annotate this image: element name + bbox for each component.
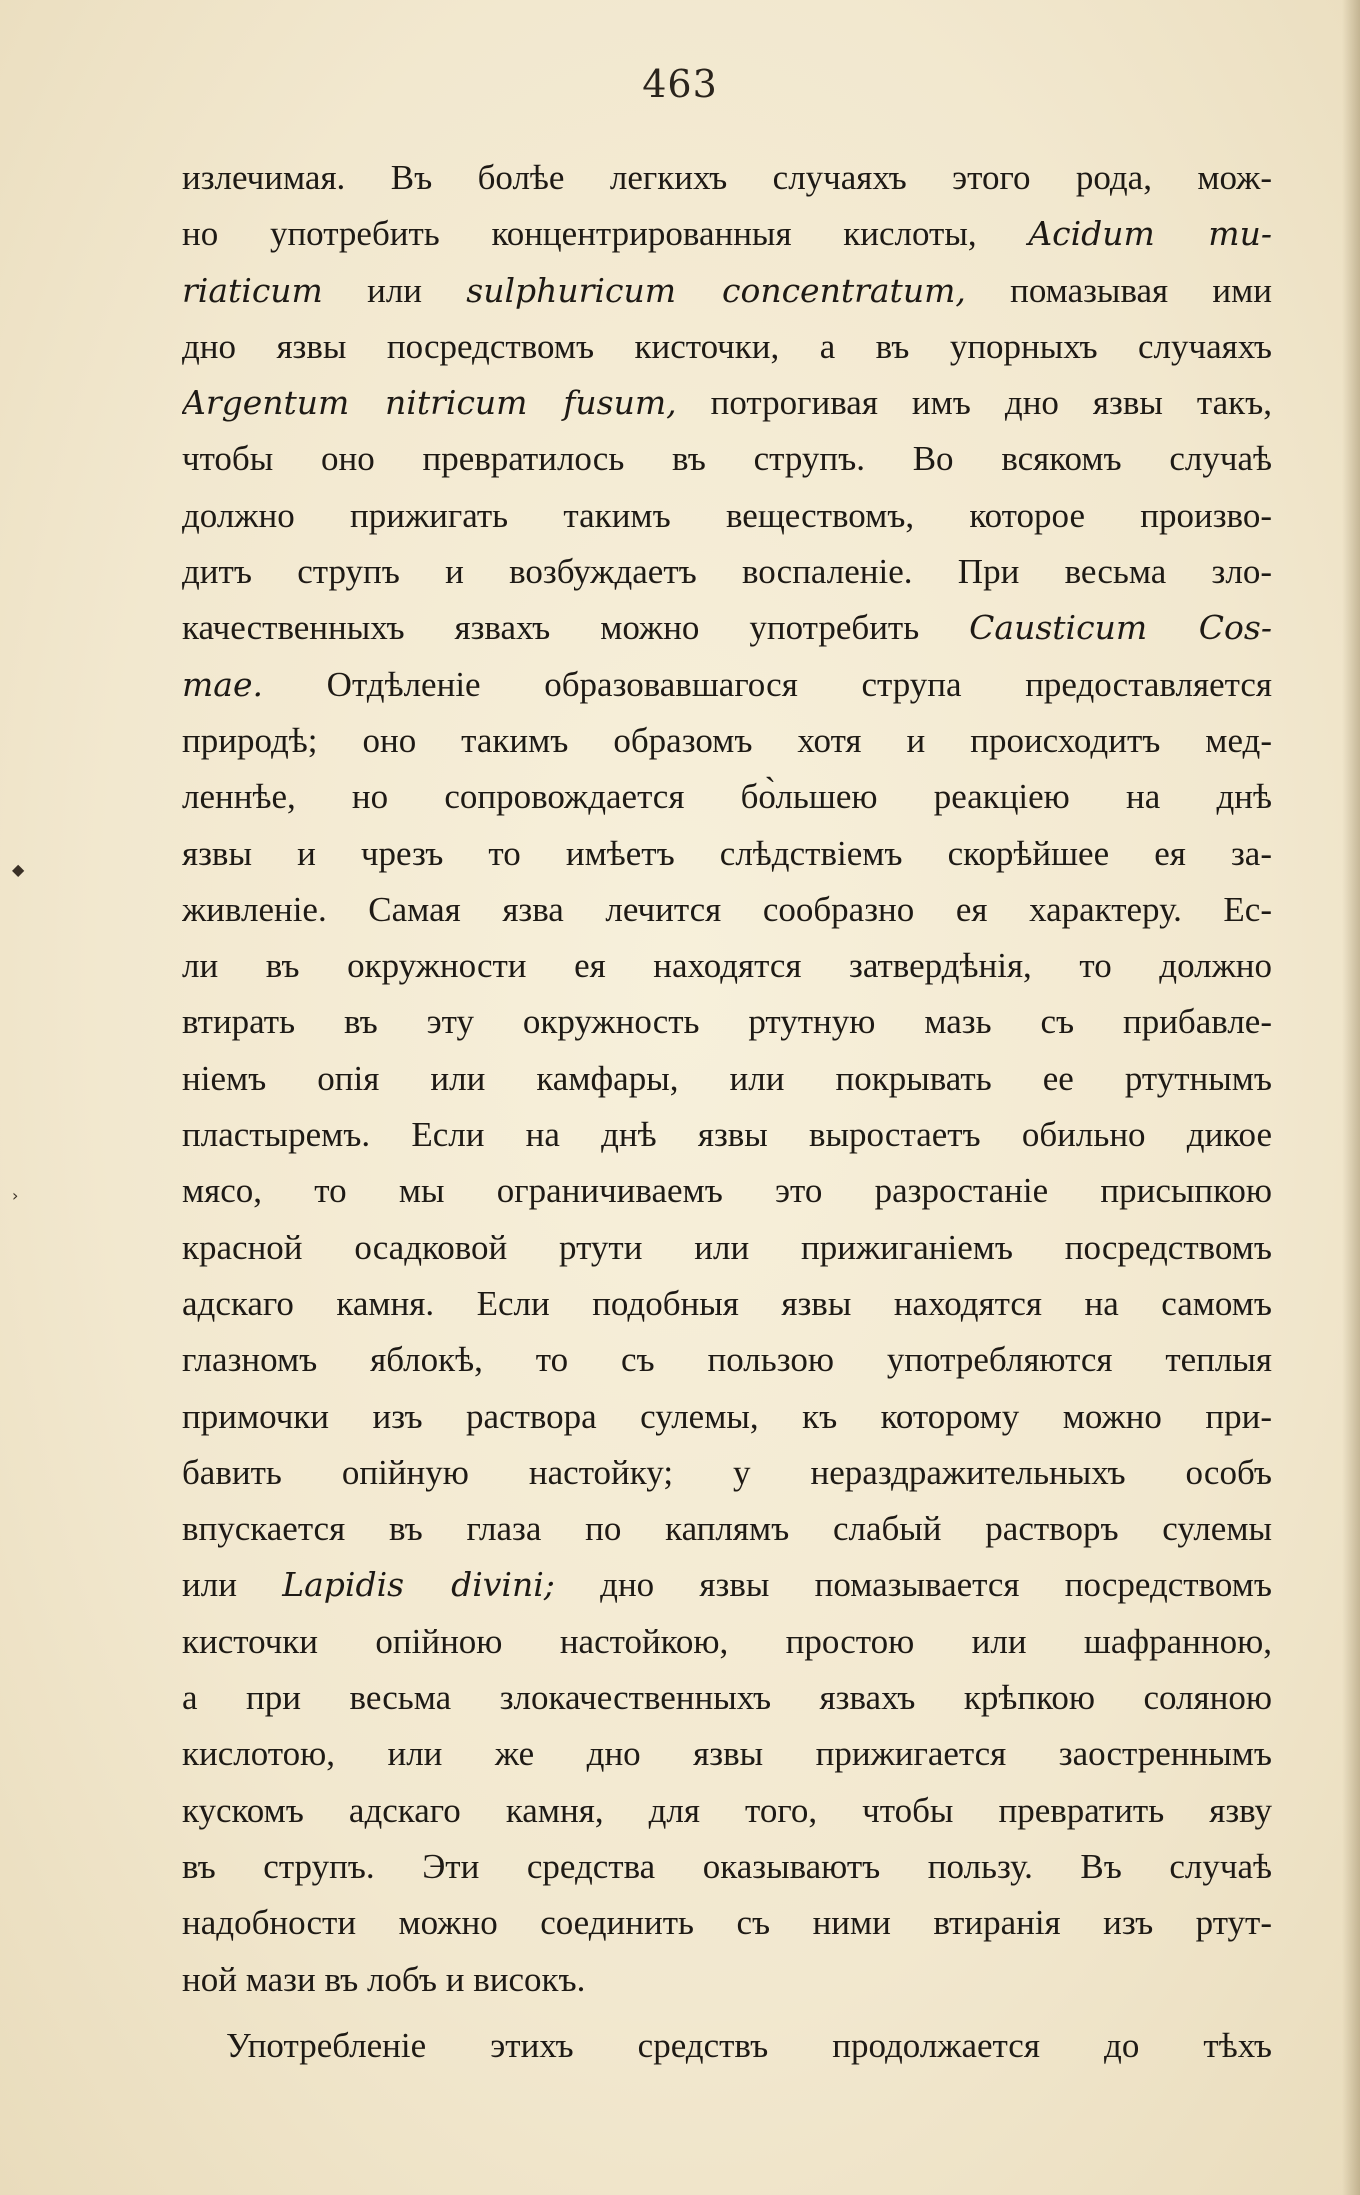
margin-mark-icon: ›	[12, 1186, 19, 1205]
text-segment: природѣ; оно такимъ образомъ хотя и происходитъ мед-	[182, 720, 1272, 760]
text-segment: дно язвы посредствомъ кисточки, а въ упорныхъ случаяхъ	[182, 326, 1272, 366]
text-line	[182, 431, 1272, 487]
text-segment: или	[322, 270, 467, 310]
margin-mark-icon: ◆	[12, 860, 25, 879]
text-line	[182, 657, 1272, 713]
text-line	[182, 600, 1272, 656]
text-line	[182, 1276, 1272, 1332]
text-segment: Употребленіе этихъ средствъ продолжается до тѣхъ	[226, 2025, 1272, 2065]
text-segment: потрогивая имъ дно язвы такъ,	[676, 383, 1272, 423]
text-line	[182, 206, 1272, 262]
text-segment: кисточки опійною настойкою, простою или шафранною,	[182, 1621, 1272, 1661]
text-segment: язвы и чрезъ то имѣетъ слѣдствіемъ скорѣйшее ея за-	[182, 833, 1272, 873]
text-segment: дитъ струпъ и возбуждаетъ воспаленіе. При весьма зло-	[182, 552, 1272, 592]
text-line	[182, 713, 1272, 769]
text-line	[182, 1783, 1272, 1839]
text-segment: но употребить концентрированныя кислоты,	[182, 214, 1029, 254]
text-segment: качественныхъ язвахъ можно употребить	[182, 608, 970, 648]
text-segment: а при весьма злокачественныхъ язвахъ крѣпкою соляною	[182, 1678, 1272, 1718]
text-line	[182, 1952, 1272, 2008]
text-segment: леннѣе, но сопровождается бо̀льшею реакціею на днѣ	[182, 777, 1272, 817]
text-line	[182, 375, 1272, 431]
text-segment: должно прижигать такимъ веществомъ, которое произво-	[182, 495, 1272, 535]
text-segment: чтобы оно превратилось въ струпъ. Во всякомъ случаѣ	[182, 439, 1272, 479]
text-segment: ли въ окружности ея находятся затвердѣнія, то должно	[182, 946, 1272, 986]
text-segment: дно язвы помазывается посредствомъ	[554, 1565, 1272, 1605]
text-line	[182, 150, 1272, 206]
text-line	[182, 882, 1272, 938]
text-segment: примочки изъ раствора сулемы, къ которому можно при-	[182, 1396, 1272, 1436]
text-segment: бавить опійную настойку; у нераздражительныхъ особъ	[182, 1452, 1272, 1492]
text-segment: живленіе. Самая язва лечится сообразно ея характеру. Ес-	[182, 889, 1272, 929]
text-line	[182, 1501, 1272, 1557]
text-line	[182, 488, 1272, 544]
latin-term: Argentum nitricum fusum,	[182, 383, 677, 423]
text-line	[182, 1614, 1272, 1670]
text-line	[182, 263, 1272, 319]
text-segment: мясо, то мы ограничиваемъ это разростаніе присыпкою	[182, 1171, 1272, 1211]
latin-term: Lapidis divini;	[282, 1565, 555, 1605]
text-line	[182, 1051, 1272, 1107]
text-line	[182, 994, 1272, 1050]
text-line	[182, 1895, 1272, 1951]
body-text	[182, 150, 1272, 2074]
text-line	[182, 769, 1272, 825]
text-line	[182, 2018, 1272, 2074]
text-line	[182, 826, 1272, 882]
paragraph-gap	[182, 2008, 1272, 2018]
text-segment: кислотою, или же дно язвы прижигается заостреннымъ	[182, 1734, 1272, 1774]
page-number: 463	[642, 62, 718, 106]
text-line	[182, 544, 1272, 600]
text-line	[182, 319, 1272, 375]
text-segment: ной мази въ лобъ и високъ.	[182, 1959, 586, 1999]
text-segment: красной осадковой ртути или прижиганіемъ посредствомъ	[182, 1227, 1272, 1267]
text-line	[182, 1726, 1272, 1782]
text-segment: излечимая. Въ болѣе легкихъ случаяхъ этого рода, мож-	[182, 158, 1272, 197]
text-segment: адскаго камня. Если подобныя язвы находятся на самомъ	[182, 1283, 1272, 1323]
latin-term: mae.	[182, 664, 263, 704]
text-line	[182, 1557, 1272, 1613]
text-line	[182, 1107, 1272, 1163]
text-segment: впускается въ глаза по каплямъ слабый растворъ сулемы	[182, 1509, 1272, 1549]
latin-term: Acidum mu-	[1028, 214, 1272, 254]
text-segment: пластыремъ. Если на днѣ язвы выростаетъ обильно дикое	[182, 1115, 1272, 1155]
latin-term: Causticum Cos-	[969, 608, 1272, 648]
latin-term: riaticum	[182, 270, 323, 310]
text-line	[182, 1163, 1272, 1219]
text-line	[182, 1389, 1272, 1445]
text-line	[182, 1445, 1272, 1501]
text-segment: въ струпъ. Эти средства оказываютъ пользу. Въ случаѣ	[182, 1846, 1272, 1886]
text-line	[182, 1220, 1272, 1276]
text-segment: кускомъ адскаго камня, для того, чтобы превратить язву	[182, 1790, 1272, 1830]
text-segment: помазывая ими	[965, 270, 1272, 310]
text-segment: глазномъ яблокѣ, то съ пользою употребляются теплыя	[182, 1340, 1272, 1380]
text-line	[182, 1332, 1272, 1388]
text-segment: втирать въ эту окружность ртутную мазь съ прибавле-	[182, 1002, 1272, 1042]
text-segment: или	[182, 1565, 283, 1605]
text-line	[182, 1670, 1272, 1726]
text-segment: надобности можно соединить съ ними втиранія изъ ртут-	[182, 1903, 1272, 1943]
text-segment: Отдѣленіе образовавшагося струпа предоставляется	[263, 664, 1272, 704]
text-line	[182, 1839, 1272, 1895]
text-line	[182, 938, 1272, 994]
latin-term: sulphuricum concentratum,	[466, 270, 966, 310]
page-edge-shadow	[1342, 0, 1360, 2195]
text-segment: ніемъ опія или камфары, или покрывать ее ртутнымъ	[182, 1058, 1272, 1098]
